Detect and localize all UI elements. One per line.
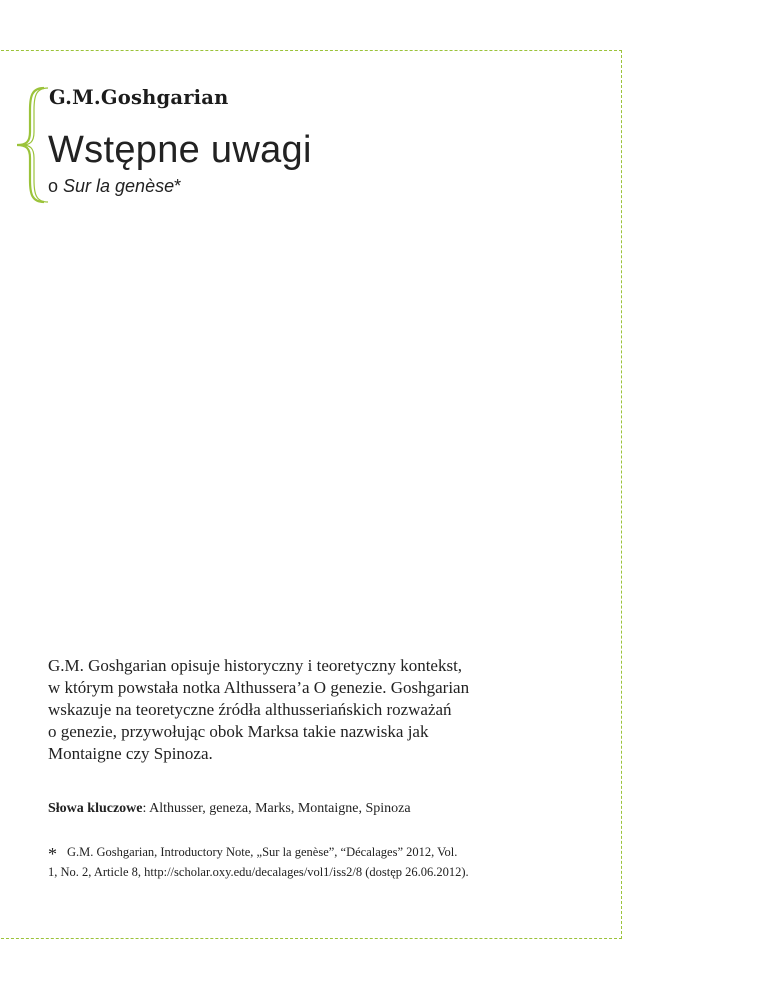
article-title: Wstępne uwagi bbox=[48, 129, 312, 171]
abstract bbox=[48, 655, 548, 765]
subtitle-prefix: o bbox=[48, 176, 64, 196]
abstract-line: o genezie, przywołując obok Marksa takie nazwiska jak bbox=[48, 722, 429, 741]
abstract-line: w którym powstała notka Althussera’a O genezie. Goshgarian bbox=[48, 678, 470, 697]
subtitle-footnote-mark: * bbox=[174, 176, 182, 196]
footnote bbox=[48, 840, 538, 882]
abstract-line: G.M. Goshgarian opisuje historyczny i teoretyczny kontekst, bbox=[48, 656, 463, 675]
curly-brace-ornament bbox=[14, 86, 48, 204]
keywords bbox=[48, 801, 411, 817]
footnote-text-1: G.M. Goshgarian, Introductory Note, „Sur la genèse”, “Décalages” 2012, Vol. bbox=[67, 845, 458, 859]
keywords-label: Słowa kluczowe bbox=[48, 801, 143, 816]
abstract-line: wskazuje na teoretyczne źródła althusseriańskich rozważań bbox=[48, 700, 452, 719]
footnote-text-2: 1, No. 2, Article 8, http://scholar.oxy.edu/decalages/vol1/iss2/8 (dostęp 26.06.2012). bbox=[48, 865, 469, 879]
abstract-line: Montaigne czy Spinoza. bbox=[48, 744, 213, 763]
footnote-mark: * bbox=[48, 844, 57, 864]
footnote-line bbox=[48, 840, 538, 862]
article-subtitle bbox=[48, 176, 181, 197]
keywords-list: : Althusser, geneza, Marks, Montaigne, Spinoza bbox=[142, 801, 411, 816]
author-name: G.M.Goshgarian bbox=[49, 86, 229, 109]
subtitle-work-title: Sur la genèse bbox=[63, 176, 175, 196]
